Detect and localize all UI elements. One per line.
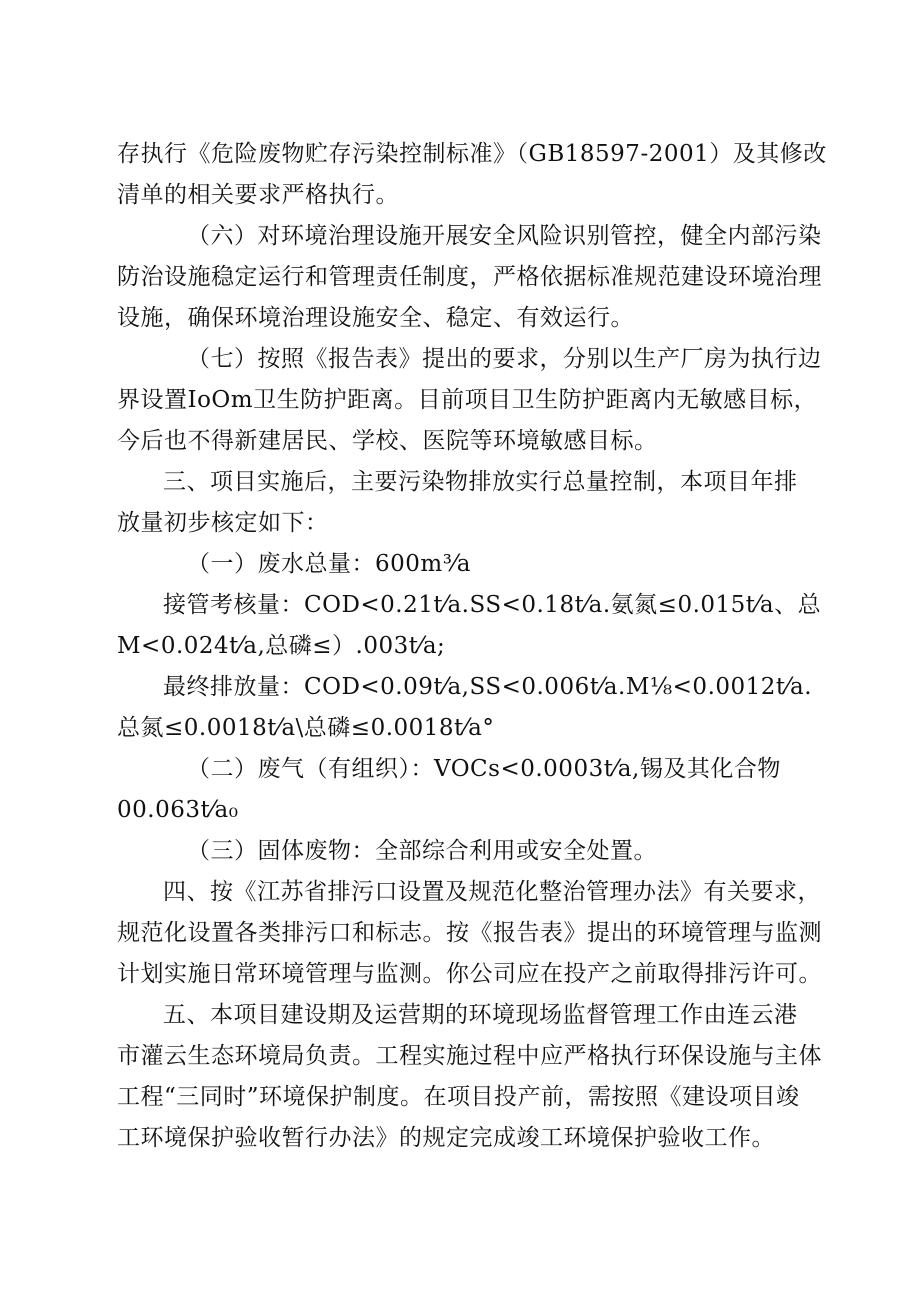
text-line: 市灌云生态环境局负责。工程实施过程中应严格执行环保设施与主体 xyxy=(117,1043,822,1069)
final-discharge: 最终排放量：COD<0.09t⁄a,SS<0.006t⁄a.M⅛<0.0012t⁄a. xyxy=(163,674,813,700)
text-line: 放量初步核定如下： xyxy=(117,510,329,536)
text-line: 规范化设置各类排污口和标志。按《报告表》提出的环境管理与监测 xyxy=(117,920,822,946)
waste-gas: （二）废气（有组织）：VOCs<0.0003t⁄a,锡及其化合物 xyxy=(187,756,781,782)
text-line: 界设置IoOm卫生防护距离。目前项目卫生防护距离内无敏感目标， xyxy=(117,387,818,413)
wastewater-total: （一）废水总量：600m³⁄a xyxy=(187,551,471,577)
solid-waste: （三）固体废物：全部综合利用或安全处置。 xyxy=(187,838,657,864)
document-body xyxy=(117,134,827,1159)
text-line: 防治设施稳定运行和管理责任制度，严格依据标准规范建设环境治理 xyxy=(117,264,822,290)
text-line: 清单的相关要求严格执行。 xyxy=(117,182,399,208)
text-line: 设施，确保环境治理设施安全、稳定、有效运行。 xyxy=(117,305,634,331)
text-line: 存执行《危险废物贮存污染控制标准》（GB18597-2001）及其修改 xyxy=(117,141,827,167)
paragraph-7-start: （七）按照《报告表》提出的要求，分别以生产厂房为执行边 xyxy=(187,346,822,372)
section-4-start: 四、按《江苏省排污口设置及规范化整治管理办法》有关要求， xyxy=(163,879,821,905)
paragraph-6-start: （六）对环境治理设施开展安全风险识别管控，健全内部污染 xyxy=(187,223,822,249)
text-line: 计划实施日常环境管理与监测。你公司应在投产之前取得排污许可。 xyxy=(117,961,822,987)
text-line: 工程“三同时”环境保护制度。在项目投产前，需按照《建设项目竣 xyxy=(117,1084,800,1110)
text-line: 00.063t⁄a₀ xyxy=(117,797,239,823)
text-line: M<0.024t⁄a,总磷≤）.003t⁄a; xyxy=(117,633,446,659)
text-line: 总氮≤0.0018t⁄a\总磷≤0.0018t⁄a° xyxy=(117,715,495,741)
section-5-start: 五、本项目建设期及运营期的环境现场监督管理工作由连云港 xyxy=(163,1002,798,1028)
text-line: 工环境保护验收暂行办法》的规定完成竣工环境保护验收工作。 xyxy=(117,1125,775,1151)
connection-assessment: 接管考核量：COD<0.21t⁄a.SS<0.18t⁄a.氨氮≤0.015t⁄a、总 xyxy=(163,592,822,618)
section-3-start: 三、项目实施后，主要污染物排放实行总量控制，本项目年排 xyxy=(163,469,798,495)
text-line: 今后也不得新建居民、学校、医院等环境敏感目标。 xyxy=(117,428,658,454)
